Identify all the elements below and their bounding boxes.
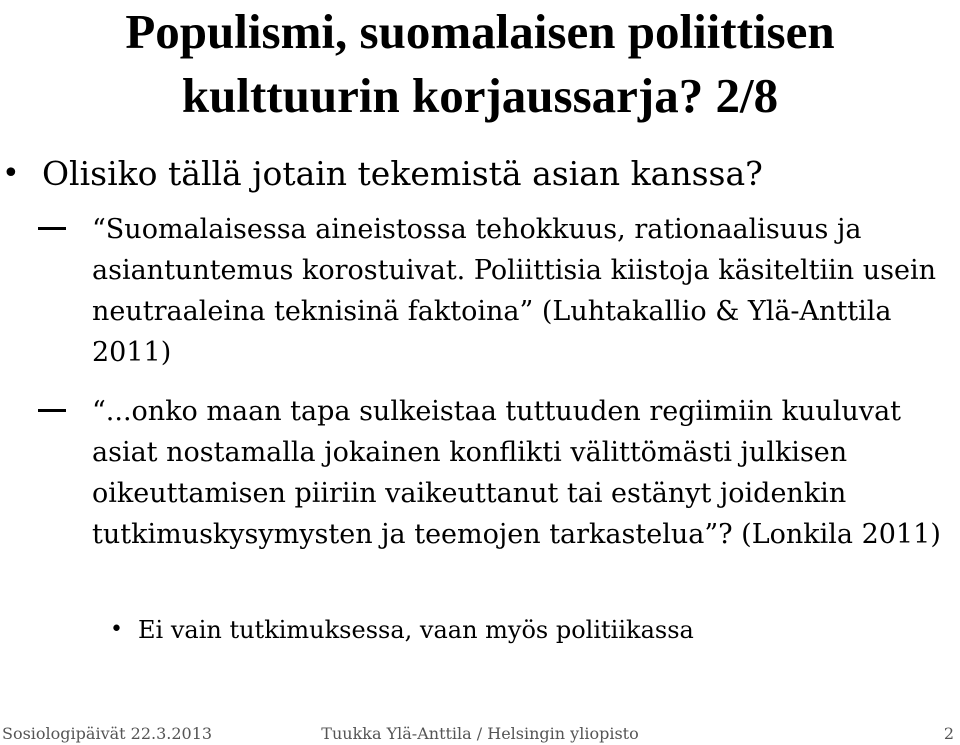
bullet-marker: • <box>110 617 123 642</box>
slide-title-line-2: kulttuurin korjaussarja? 2/8 <box>181 68 779 123</box>
slide-title <box>0 0 960 128</box>
sub-sub-bullet-text: Ei vain tutkimuksessa, vaan myös politiikassa <box>138 616 694 644</box>
sub-bullet-text: “...onko maan tapa sulkeistaa tuttuuden regiimiin kuuluvat asiat nostamalla jokainen konflikti välittömästi julkisen oikeuttamisen piiriin vaikeuttanut tai estänyt joidenkin tutkimuskysymysten ja teemojen tarkastelua”? (Lonkila 2011) <box>92 396 941 550</box>
dash-marker <box>38 227 66 230</box>
bullet-text: Olisiko tällä jotain tekemistä asian kanssa? <box>42 154 763 193</box>
footer-author: Tuukka Ylä-Anttila / Helsingin yliopisto <box>321 724 639 743</box>
slide-title-line-1: Populismi, suomalaisen poliittisen <box>125 4 835 59</box>
footer-event: Sosiologipäivät 22.3.2013 <box>2 724 213 743</box>
bullet-marker: • <box>2 156 20 191</box>
slide-number: 2 <box>943 724 954 743</box>
sub-bullet-text: “Suomalaisessa aineistossa tehokkuus, rationaalisuus ja asiantuntemus korostuivat. Poliittisia kiistoja käsiteltiin usein neutraaleina teknisinä faktoina” (Luhtakallio & Ylä-Anttila 2011) <box>92 214 936 368</box>
slide-footer <box>0 722 960 745</box>
dash-marker <box>38 409 66 412</box>
